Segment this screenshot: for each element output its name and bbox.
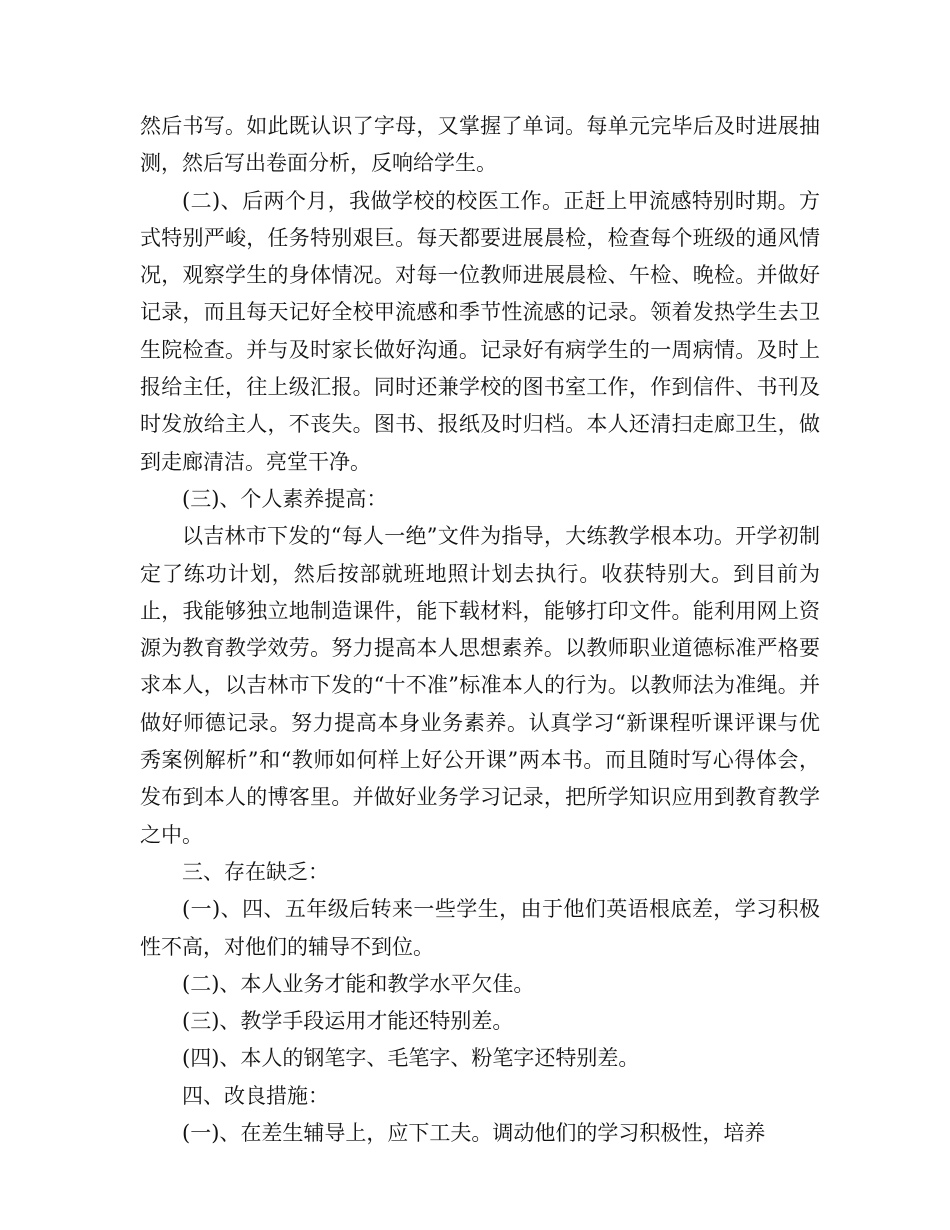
paragraph-school-doctor-work: (二)、后两个月，我做学校的校医工作。正赶上甲流感特别时期。方式特别严峻，任务特别艰巨。每天都要进展晨检，检查每个班级的通风情况，观察学生的身体情况。对每一位教师进展晨检、午检、晚检。并做好记录，而且每天记好全校甲流感和季节性流感的记录。领着发热学生去卫生院检查。并与及时家长做好沟通。记录好有病学生的一周病情。及时上报给主任，往上级汇报。同时还兼学校的图书室工作，作到信件、书刊及时发放给主人，不丧失。图书、报纸及时归档。本人还清扫走廊卫生，做到走廊清洁。亮堂干净。 xyxy=(140,188,820,474)
paragraph-continuation: 然后书写。如此既认识了字母，又掌握了单词。每单元完毕后及时进展抽测，然后写出卷面分析，反响给学生。 xyxy=(140,114,820,176)
paragraph-heading-personal-quality: (三)、个人素养提高： xyxy=(182,486,388,511)
paragraph-heading-improvements: 四、改良措施： xyxy=(182,1083,329,1108)
paragraph-shortcoming-3: (三)、教学手段运用才能还特别差。 xyxy=(182,1009,514,1034)
paragraph-improvement-1: (一)、在差生辅导上，应下工夫。调动他们的学习积极性，培养 xyxy=(182,1121,766,1146)
paragraph-heading-shortcomings: 三、存在缺乏： xyxy=(182,859,329,884)
paragraph-personal-quality: 以吉林市下发的“每人一绝”文件为指导，大练教学根本功。开学初制定了练功计划，然后按部就班地照计划去执行。收获特别大。到目前为止，我能够独立地制造课件，能下载材料，能够打印文件。能利用网上资源为教育教学效劳。努力提高本人思想素养。以教师职业道德标准严格要求本人，以吉林市下发的“十不准”标准本人的行为。以教师法为准绳。并做好师德记录。努力提高本身业务素养。认真学习“新课程听课评课与优秀案例解析”和“教师如何样上好公开课”两本书。而且随时写心得体会，发布到本人的博客里。并做好业务学习记录，把所学知识应用到教育教学之中。 xyxy=(140,524,820,847)
document-body xyxy=(140,108,820,1152)
paragraph-shortcoming-1: (一)、四、五年级后转来一些学生，由于他们英语根底差，学习积极性不高，对他们的辅导不到位。 xyxy=(140,897,820,959)
paragraph-shortcoming-4: (四)、本人的钢笔字、毛笔字、粉笔字还特别差。 xyxy=(182,1046,640,1071)
paragraph-shortcoming-2: (二)、本人业务才能和教学水平欠佳。 xyxy=(182,971,535,996)
